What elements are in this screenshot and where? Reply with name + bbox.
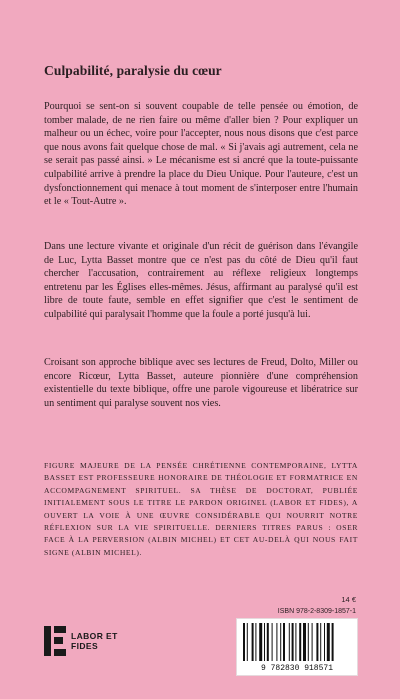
author-bio: FIGURE MAJEURE DE LA PENSÉE CHRÉTIENNE CONTEMPORAINE, LYTTA BASSET EST PROFESSEURE HONORAIRE DE THÉOLOGIE ET FORMATRICE EN ACCOMPAGNEMENT SPIRITUEL. SA THÈSE DE DOCTORAT, PUBLIÉE INITIALEMENT SOUS LE TITRE LE PARDON ORIGINEL (LABOR ET FIDES), A OUVERT LA VOIE À UNE ŒUVRE CONSIDÉRABLE QUI NOURRIT NOTRE RÉFLEXION SUR LA VIE SPIRITUELLE. DERNIERS TITRES PARUS : OSER FACE À LA PERVERSION (ALBIN MICHEL) ET CET AU-DELÀ QUI NOUS FAIT SIGNE (ALBIN MICHEL). [44,461,358,557]
price: 14 € [341,595,356,604]
isbn: ISBN 978-2-8309-1857-1 [277,608,356,615]
barcode [236,618,358,676]
publisher-name: LABOR ET FIDES [71,631,118,651]
book-title: Culpabilité, paralysie du cœur [44,63,222,78]
publisher-logo [44,624,144,658]
publisher-mark-icon [44,626,65,656]
barcode-bars-icon [243,623,351,661]
paragraph-2: Dans une lecture vivante et originale d'un récit de guérison dans l'évangile de Luc, Lytta Basset montre que ce n'est pas du côté de Dieu qu'il faut chercher l'accusation, contrairement au réflexe religieux longtemps entretenu par les Églises elles-mêmes. Jésus, affirmant au paralysé qu'il est libre de toute faute, semble en effet signifier que c'est le sentiment de culpabilité qui paralysait l'homme que la foule a porté jusqu'à lui. [44,241,358,320]
paragraph-3: Croisant son approche biblique avec ses lectures de Freud, Dolto, Miller ou encore Ricœur, Lytta Basset, auteure pionnière d'une compréhension existentielle du texte biblique, offre une parole vigoureuse et libératrice sur un sentiment qui paralyse souvent nos vies. [44,357,358,409]
paragraph-1: Pourquoi se sent-on si souvent coupable de telle pensée ou émotion, de tomber malade, de ne rien faire ou même d'aller bien ? Pour expliquer un malheur ou un échec, voire pour l'accepter, nous nous disons que c'est parce que nous avons fait quelque chose de mal. « Si j'avais agi autrement, cela ne se serait pas passé ainsi. » Le mécanisme est si ancré que la toute-puissante culpabilité arrive à prendre la place du Dieu Unique. Pour l'auteure, c'est un dysfonctionnement qui menace à tout moment de s'interposer entre l'humain et le « Tout-Autre ». [44,101,358,208]
barcode-number: 9 782830 918571 [260,664,333,673]
